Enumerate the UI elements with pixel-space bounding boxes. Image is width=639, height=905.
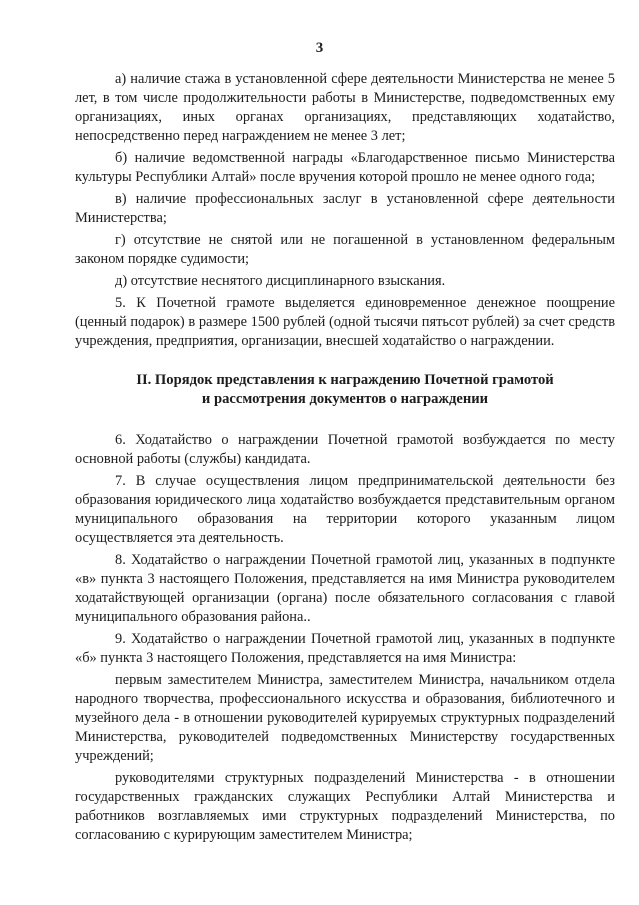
paragraph-4d: г) отсутствие не снятой или не погашенной в установленном федеральным законом порядке судимости; — [75, 232, 615, 267]
paragraph-4c: в) наличие профессиональных заслуг в установленной сфере деятельности Министерства; — [75, 191, 615, 226]
paragraph-9: 9. Ходатайство о награждении Почетной грамотой лиц, указанных в подпункте «б» пункта 3 настоящего Положения, представляется на имя Министра: — [75, 631, 615, 666]
paragraph-4a: а) наличие стажа в установленной сфере деятельности Министерства не менее 5 лет, в том числе продолжительности работы в Министерстве, подведомственных ему организациях, иных органах организациях, представляющих ходатайство, непосредственно перед награждением не менее 3 лет; — [75, 71, 615, 144]
section-heading — [75, 371, 615, 409]
paragraph-5: 5. К Почетной грамоте выделяется единовременное денежное поощрение (ценный подарок) в размере 1500 рублей (одной тысячи пятьсот рублей) за счет средств учреждения, предприятия, организации, внесшей ходатайство о награждении. — [75, 295, 615, 349]
section-heading-line2: и рассмотрения документов о награждении — [201, 391, 489, 407]
paragraph-7: 7. В случае осуществления лицом предпринимательской деятельности без образования юридического лица ходатайство возбуждается представительным органом муниципального образования на территории которого указанным лицом осуществляется эта деятельность. — [75, 473, 615, 546]
paragraph-4e: д) отсутствие неснятого дисциплинарного взыскания. — [115, 273, 446, 289]
paragraph-8: 8. Ходатайство о награждении Почетной грамотой лиц, указанных в подпункте «в» пункта 3 настоящего Положения, представляется на имя Министра руководителем ходатайствующей организации (органа) после обязательного согласования с главой муниципального образования района.. — [75, 552, 615, 625]
paragraph-4b: б) наличие ведомственной награды «Благодарственное письмо Министерства культуры Республики Алтай» после вручения которой прошло не менее одного года; — [75, 150, 615, 185]
document-body — [75, 70, 615, 845]
section-heading-line1: II. Порядок представления к награждению Почетной грамотой — [136, 372, 554, 388]
paragraph-9-first-deputy: первым заместителем Министра, заместителем Министра, начальником отдела народного творчества, профессионального искусства и образования, библиотечного и музейного дела - в отношении руководителей курируемых структурных подразделений Министерства, руководителей подведомственных Министерству государственных учреждений; — [75, 672, 615, 764]
paragraph-9-department-heads: руководителями структурных подразделений Министерства - в отношении государственных гражданских служащих Республики Алтай Министерства и работников возглавляемых ими структурных подразделений Министерства, по согласованию с курирующим заместителем Министра; — [75, 770, 615, 843]
paragraph-6: 6. Ходатайство о награждении Почетной грамотой возбуждается по месту основной работы (службы) кандидата. — [75, 432, 615, 467]
page-number: 3 — [315, 40, 324, 56]
